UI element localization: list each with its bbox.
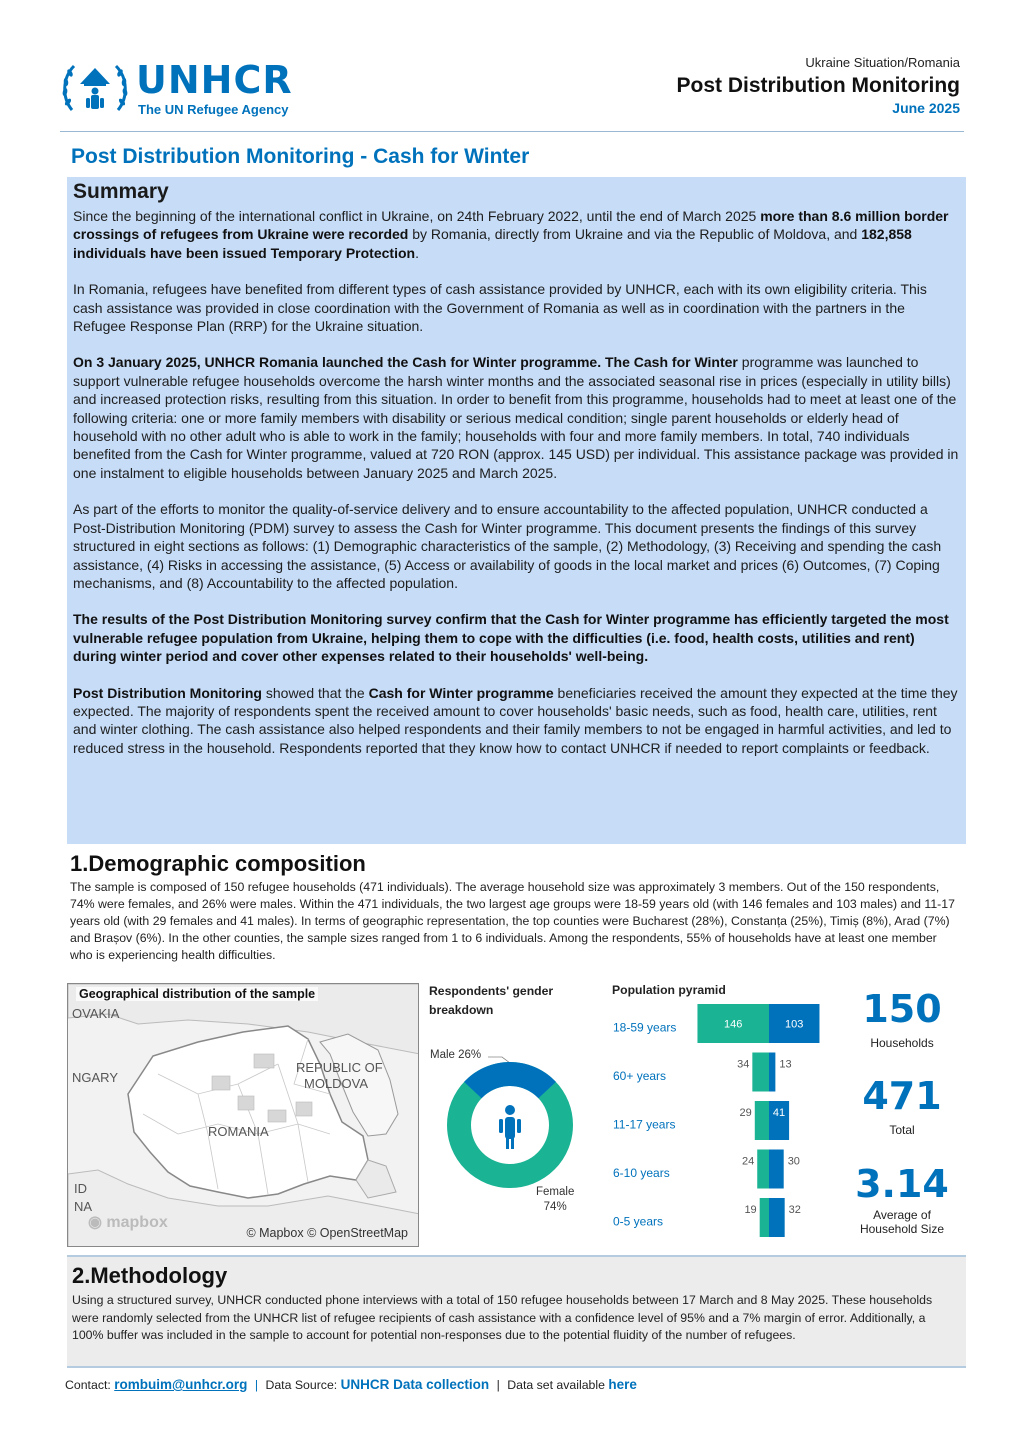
map-label-moldova-2: MOLDOVA [304,1076,369,1091]
pyramid-category-label-4: 0-5 years [613,1214,664,1229]
total-label: Total [889,1123,915,1137]
pyramid-value-left-4: 19 [744,1204,757,1216]
map-label-serbia-2: NA [74,1199,93,1214]
map-label-serbia-1: ID [74,1181,87,1196]
pyramid-value-right-3: 30 [787,1155,800,1168]
contact-label: Contact: [65,1378,111,1392]
summary-section [67,177,966,844]
summary-heading: Summary [73,180,169,203]
pyramid-value-left-2: 29 [739,1107,752,1119]
methodology-text: Using a structured survey, UNHCR conducted phone interviews with a total of 150 refugee households between 17 March and 8 May 2025. These households were randomly selected from the UNHCR list of refugee recipients of cash assistance with a confidence level of 95% and a 7% margin of error. Additionally, a 100% buffer was included in the sample to account for potential non-responses due to the potential fluidity of the number of refugees. [72,1293,933,1343]
situation-label: Ukraine Situation/Romania [805,55,960,70]
pyramid-value-left-3: 24 [741,1155,755,1168]
map-attribution[interactable]: © Mapbox © OpenStreetMap [246,1226,408,1240]
logo-text: UNHCR [136,58,293,102]
pyramid-bar-left-1 [752,1053,769,1092]
summary-paragraph-4: As part of the efforts to monitor the quality-of-service delivery and to ensure accountability to the affected population, UNHCR conducted a Post-Distribution Monitoring (PDM) survey to assess the Cash for Winter programme. This document presents the findings of this survey structured in eight sections as follows: (1) Demographic characteristics of the sample, (2) Methodology, (3) Receiving and spending the cash assistance, (4) Risks in accessing the assistance, (5) Access or availability of goods in the local market and prices (6) Outcomes, (7) Coping mechanisms, and (8) Accountability to the affected population. [73,501,942,591]
gender-donut-chart [440,1055,580,1195]
map-canvas [68,984,419,1247]
pyramid-bar-left-2 [755,1101,769,1140]
pyramid-bar-right-1 [769,1053,775,1092]
pyramid-value-right-0: 103 [785,1018,804,1031]
households-label: Households [870,1036,934,1050]
pyramid-value-right-1: 13 [779,1058,792,1071]
donut-slice-male [473,1074,547,1090]
report-date: June 2025 [892,100,960,116]
data-source-label: Data Source: [265,1378,338,1392]
summary-paragraph-6: Post Distribution Monitoring showed that the Cash for Winter programme beneficiaries received the amount they expected at the time they expected. The majority of respondents spent the received amount to cover households' basic needs, such as food, health care, utilities, rent and winter clothing. The cash assistance also helped respondents and their family members to not be engaged in harmful activities, and led to reduced stress in the household. Respondents reported that they know how to contact UNHCR if needed to report complaints or feedback. [73,684,958,756]
data-source-link[interactable]: UNHCR Data collection [340,1377,490,1392]
demographic-heading: 1.Demographic composition [70,851,366,876]
male-label: Male 26% [430,1049,482,1061]
contact-email-link[interactable]: rombuim@unhcr.org [114,1377,248,1392]
pyramid-category-label-1: 60+ years [613,1069,667,1083]
pyramid-bar-left-4 [760,1198,769,1237]
pyramid-category-label-2: 11-17 years [613,1117,676,1132]
footer-separator-2: | [496,1378,500,1392]
pyramid-bar-right-3 [769,1150,784,1189]
gender-chart-title: Respondents' gender breakdown [429,984,554,1017]
pyramid-value-right-4: 32 [788,1204,801,1216]
pyramid-value-right-2: 41 [772,1107,786,1119]
average-household-label: Average of Household Size [859,1208,945,1236]
map-label-romania: ROMANIA [208,1124,269,1139]
header-divider [60,131,964,132]
report-title: Post Distribution Monitoring [676,74,960,97]
summary-paragraph-3: On 3 January 2025, UNHCR Romania launched the Cash for Winter programme. The Cash for Winter programme was launched to support vulnerable refugee households overcome the harsh winter months and the associated seasonal rise in prices (especially in utility bills) and increased protection risks, resulting from this situation. In order to benefit from this programme, households had to meet at least one of the following criteria: one or more family members with disability or serious medical condition; single parent households or elderly head of household with no other adult who is able to work in the family; households with four and more family members. In total, 740 individuals benefited from the Cash for Winter programme, valued at 720 RON (approx. 145 USD) per individual. This assistance package was provided in one instalment to eligible households between January 2025 and March 2025. [73,354,959,481]
pyramid-category-label-3: 6-10 years [613,1166,670,1180]
methodology-heading: 2.Methodology [72,1263,228,1288]
demographic-text: The sample is composed of 150 refugee households (471 individuals). The average household size was approximately 3 members. Out of the 150 respondents, 74% were females, and 26% were males. Within the 471 individuals, the two largest age groups were 18-59 years old (with 146 females and 103 males) and 11-17 years old (with 29 females and 41 males). In terms of geographic representation, the top counties were Bucharest (28%), Constanța (25%), Timiș (8%), Arad (7%) and Brașov (6%). In the other counties, the sample sizes ranged from 1 to 6 individuals. Among the respondents, 55% of households have at least one member who is experiencing health difficulties. [70,880,955,963]
population-pyramid-chart [604,1000,854,1250]
summary-paragraph-1: Since the beginning of the international conflict in Ukraine, on 24th February 2022, until the end of March 2025 more than 8.6 million border crossings of refugees from Ukraine were recorded by Romania, directly from Ukraine and via the Republic of Moldova, and 182,858 individuals have been issued Temporary Protection. [73,208,949,261]
mapbox-logo[interactable]: ◉ mapbox [88,1214,168,1231]
pyramid-value-left-1: 34 [737,1058,750,1071]
person-icon [499,1105,521,1149]
page-title: Post Distribution Monitoring - Cash for Winter [71,145,530,168]
pyramid-title: Population pyramid [612,983,726,997]
pyramid-bar-left-3 [757,1150,769,1189]
pyramid-category-label-0: 18-59 years [613,1020,677,1035]
summary-paragraph-5: The results of the Post Distribution Monitoring survey confirm that the Cash for Winter programme has efficiently targeted the most vulnerable refugee population from Ukraine, helping them to cope with the difficulties (i.e. food, health costs, utilities and rent) during winter period and cover other expenses related to their households' well-being. [73,611,949,665]
geographic-map[interactable] [67,983,419,1247]
methodology-section [67,1255,966,1368]
map-label-moldova-1: REPUBLIC OF [296,1060,383,1075]
unhcr-emblem-icon [60,58,130,118]
header-right [540,55,960,116]
map-title: Geographical distribution of the sample [76,987,318,1001]
pyramid-value-left-0: 146 [724,1018,743,1031]
total-count: 471 [862,1074,942,1118]
average-household-size: 3.14 [855,1162,949,1206]
map-label-slovakia: OVAKIA [72,1006,120,1021]
dataset-link[interactable]: here [608,1377,637,1392]
pyramid-bar-right-4 [769,1198,785,1237]
map-label-hungary: NGARY [72,1070,118,1085]
households-count: 150 [862,987,942,1031]
unhcr-logo [60,58,330,122]
dataset-label: Data set available [507,1378,605,1392]
logo-tagline: The UN Refugee Agency [138,102,289,117]
footer [65,1377,637,1392]
footer-separator-1: | [254,1378,259,1392]
female-label: Female 74% [536,1186,575,1213]
summary-paragraph-2: In Romania, refugees have benefited from different types of cash assistance provided by UNHCR, each with its own eligibility criteria. This cash assistance was provided in close coordination with the Government of Romania as well as in coordination with the partners in the Refugee Response Plan (RRP) for the Ukraine situation. [73,281,927,335]
